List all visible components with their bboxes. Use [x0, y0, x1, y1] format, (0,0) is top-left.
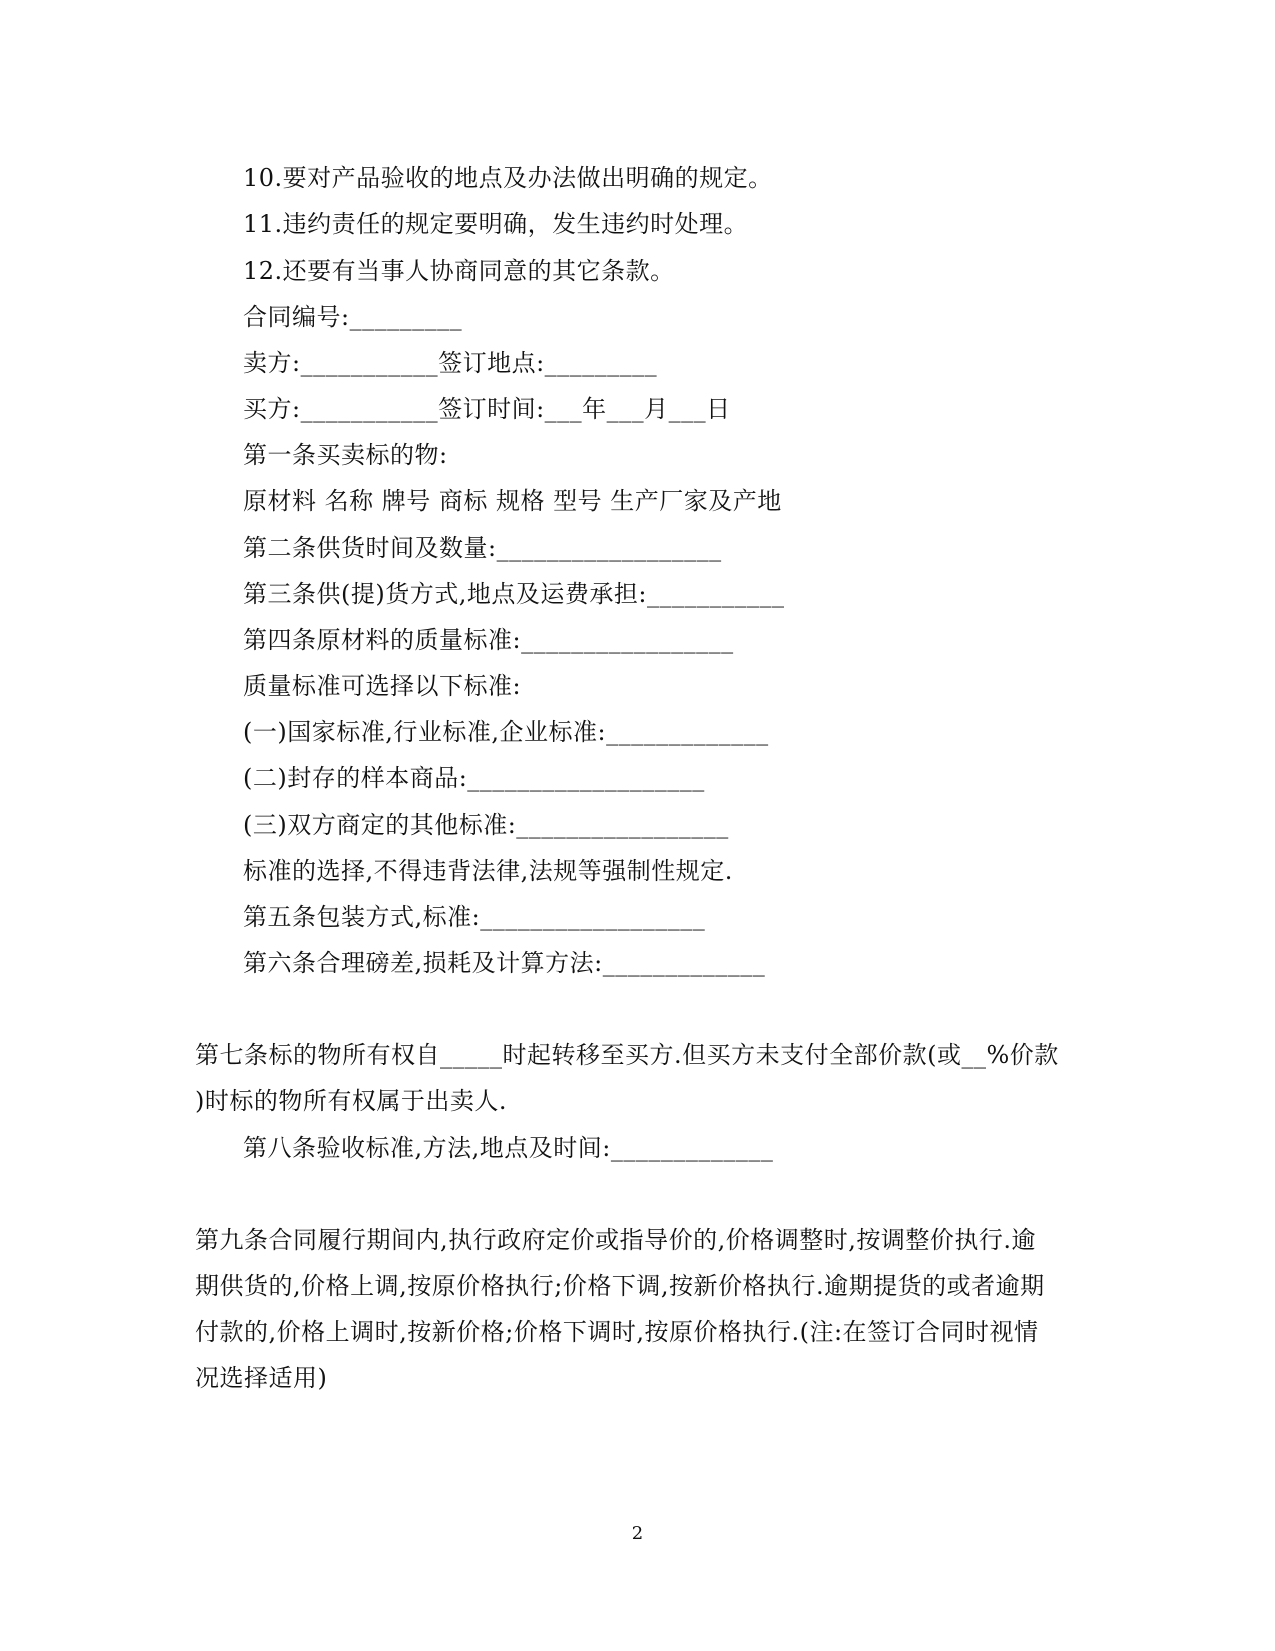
quality-option-2: (二)封存的样本商品:___________________	[243, 764, 705, 792]
page-number: 2	[631, 1523, 644, 1544]
article-9-line-2: 期供货的,价格上调,按原价格执行;价格下调,按新价格执行.逾期提货的或者逾期	[195, 1272, 1045, 1300]
article-6: 第六条合理磅差,损耗及计算方法:_____________	[243, 949, 766, 977]
contract-number-field: 合同编号:_________	[243, 303, 463, 331]
article-1: 第一条买卖标的物:	[243, 441, 448, 469]
article-7-line-2: )时标的物所有权属于出卖人.	[195, 1087, 507, 1115]
quality-option-1: (一)国家标准,行业标准,企业标准:_____________	[243, 718, 769, 746]
article-5: 第五条包装方式,标准:__________________	[243, 903, 706, 931]
article-9-line-1: 第九条合同履行期间内,执行政府定价或指导价的,价格调整时,按调整价执行.逾	[195, 1226, 1037, 1254]
article-8: 第八条验收标准,方法,地点及时间:_____________	[243, 1134, 774, 1162]
article-3: 第三条供(提)货方式,地点及运费承担:___________	[243, 580, 785, 608]
clause-10: 10.要对产品验收的地点及办法做出明确的规定。	[243, 164, 773, 192]
standard-selection-note: 标准的选择,不得违背法律,法规等强制性规定.	[243, 857, 733, 885]
article-2: 第二条供货时间及数量:__________________	[243, 534, 722, 562]
clause-11: 11.违约责任的规定要明确，发生违约时处理。	[243, 210, 749, 238]
quality-option-3: (三)双方商定的其他标准:_________________	[243, 811, 729, 839]
buyer-field: 买方:___________签订时间:___年___月___日	[243, 395, 731, 423]
quality-standard-intro: 质量标准可选择以下标准:	[243, 672, 522, 700]
article-7-line-1: 第七条标的物所有权自_____时起转移至买方.但买方未支付全部价款(或__%价款	[195, 1041, 1059, 1069]
article-9-line-4: 况选择适用)	[195, 1364, 328, 1392]
clause-12: 12.还要有当事人协商同意的其它条款。	[243, 257, 675, 285]
article-9-line-3: 付款的,价格上调时,按新价格;价格下调时,按原价格执行.(注:在签订合同时视情	[195, 1318, 1039, 1346]
article-1-columns: 原材料 名称 牌号 商标 规格 型号 生产厂家及产地	[243, 487, 782, 515]
article-4: 第四条原材料的质量标准:_________________	[243, 626, 734, 654]
seller-field: 卖方:___________签订地点:_________	[243, 349, 658, 377]
